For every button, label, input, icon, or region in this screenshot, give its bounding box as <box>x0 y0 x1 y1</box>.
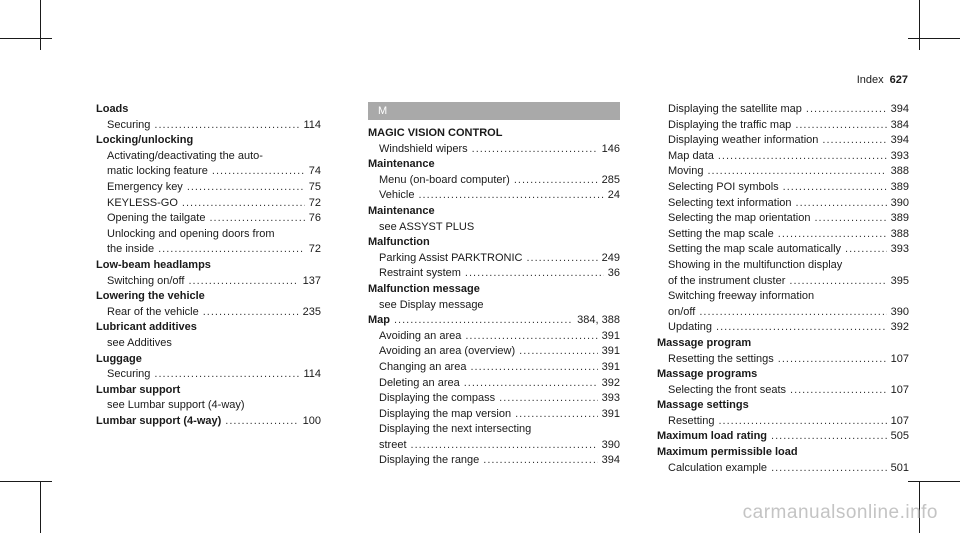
index-subentry-text: see ASSYST PLUS <box>379 220 475 233</box>
entry-label: Resetting <box>668 414 715 427</box>
index-subentry <box>368 453 620 469</box>
dot-leader <box>806 102 887 118</box>
index-subentry <box>96 274 321 290</box>
entry-label: Displaying the traffic map <box>668 118 792 131</box>
entry-label: Selecting the map orientation <box>668 212 811 225</box>
entry-label: Resetting the settings <box>668 352 774 365</box>
page-reference: 391 <box>601 345 620 358</box>
entry-label: Maximum load rating <box>657 430 768 443</box>
entry-label: Menu (on-board computer) <box>379 173 510 186</box>
page-reference: 72 <box>308 196 321 209</box>
index-subentry <box>657 196 909 212</box>
index-subentry <box>368 251 620 267</box>
page-reference: 393 <box>890 149 909 162</box>
entry-label: street <box>379 438 407 451</box>
entry-label: Deleting an area <box>379 376 460 389</box>
entry-label: Securing <box>107 118 151 131</box>
entry-label: Displaying the compass <box>379 392 496 405</box>
crop-mark <box>0 38 52 39</box>
dot-leader <box>771 461 887 477</box>
entry-label: Opening the tailgate <box>107 212 206 225</box>
index-subentry <box>96 164 321 180</box>
index-subentry <box>368 188 620 204</box>
index-subentry-text: Displaying the next intersecting <box>379 423 532 436</box>
page-reference: 24 <box>607 189 620 202</box>
index-column-2 <box>368 102 620 469</box>
page-reference: 74 <box>308 165 321 178</box>
letter-heading: M <box>368 102 620 120</box>
page-reference: 389 <box>890 180 909 193</box>
index-subentry-text: Activating/deactivating the auto- <box>107 149 263 162</box>
dot-leader <box>707 164 886 180</box>
index-heading: Maintenance <box>368 158 435 171</box>
entry-label: Emergency key <box>107 180 183 193</box>
dot-leader <box>203 305 299 321</box>
crop-mark <box>40 481 41 533</box>
page-reference: 75 <box>308 180 321 193</box>
page-reference: 390 <box>890 196 909 209</box>
entry-label: Updating <box>668 321 713 334</box>
index-subentry-text: see Display message <box>379 298 484 311</box>
dot-leader <box>822 133 886 149</box>
page-reference: 390 <box>890 305 909 318</box>
index-subentry <box>368 376 620 392</box>
dot-leader <box>718 414 886 430</box>
page-reference: 389 <box>890 212 909 225</box>
page-reference: 391 <box>601 407 620 420</box>
entry-label: Avoiding an area <box>379 329 462 342</box>
index-heading: Lumbar support <box>96 383 181 396</box>
section-label: Index <box>856 74 884 86</box>
entry-label: Displaying the satellite map <box>668 103 802 115</box>
dot-leader <box>483 453 597 469</box>
index-heading-with-page <box>368 313 620 329</box>
page-reference: 114 <box>303 118 321 131</box>
dot-leader <box>519 344 597 360</box>
entry-label: Displaying the map version <box>379 407 512 420</box>
dot-leader <box>526 251 597 267</box>
page-reference: 392 <box>601 376 620 389</box>
dot-leader <box>514 173 598 189</box>
page-reference: 36 <box>607 267 620 280</box>
dot-leader <box>790 383 887 399</box>
entry-label: Selecting POI symbols <box>668 180 779 193</box>
index-subentry <box>368 344 620 360</box>
dot-leader <box>795 118 886 134</box>
entry-label: Securing <box>107 368 151 381</box>
dot-leader <box>465 266 604 282</box>
index-heading: Luggage <box>96 352 142 365</box>
index-subentry <box>96 305 321 321</box>
index-subentry-text: Switching freeway information <box>668 290 815 303</box>
entry-label: Displaying weather information <box>668 134 819 147</box>
dot-leader <box>783 180 887 196</box>
index-subentry <box>368 173 620 189</box>
index-subentry <box>96 211 321 227</box>
dot-leader <box>699 305 886 321</box>
index-subentry <box>657 102 909 118</box>
entry-label: Rear of the vehicle <box>107 305 199 318</box>
index-subentry-text: Unlocking and opening doors from <box>107 227 275 240</box>
entry-label: Vehicle <box>379 189 415 202</box>
index-heading: Maintenance <box>368 204 435 217</box>
page-reference: 394 <box>890 103 909 115</box>
entry-label: Switching on/off <box>107 274 185 287</box>
entry-label: Changing an area <box>379 360 467 373</box>
page-reference: 388 <box>890 227 909 240</box>
crop-mark <box>40 0 41 50</box>
entry-label: Selecting the front seats <box>668 383 787 396</box>
entry-label: Lumbar support (4-way) <box>96 414 222 427</box>
index-column-3 <box>657 102 909 476</box>
dot-leader <box>778 352 887 368</box>
index-heading: Massage program <box>657 336 752 349</box>
index-heading: Lubricant additives <box>96 321 197 334</box>
entry-label: Map <box>368 314 390 327</box>
page-reference: 235 <box>302 305 321 318</box>
page-header <box>857 74 908 86</box>
page-reference: 393 <box>890 243 909 256</box>
dot-leader <box>845 242 887 258</box>
index-subentry <box>657 242 909 258</box>
page-reference: 384 <box>890 118 909 131</box>
crop-mark <box>908 481 960 482</box>
watermark-logo: carmanualsonline.info <box>742 502 938 523</box>
index-subentry <box>96 367 321 383</box>
index-subentry <box>657 352 909 368</box>
page-reference: 146 <box>601 142 620 155</box>
index-subentry <box>368 438 620 454</box>
dot-leader <box>394 313 573 329</box>
page-number: 627 <box>889 74 908 86</box>
index-subentry <box>96 118 321 134</box>
dot-leader <box>158 242 305 258</box>
index-subentry <box>657 118 909 134</box>
page-reference: 137 <box>302 274 321 287</box>
index-subentry <box>657 414 909 430</box>
dot-leader <box>225 414 298 430</box>
page-reference: 501 <box>890 461 909 474</box>
index-subentry-text: see Lumbar support (4-way) <box>107 399 245 412</box>
page-reference: 394 <box>601 454 620 467</box>
index-subentry <box>96 196 321 212</box>
entry-label: of the instrument cluster <box>668 274 786 287</box>
entry-label: Setting the map scale automatically <box>668 243 842 256</box>
index-subentry <box>657 180 909 196</box>
entry-label: KEYLESS-GO <box>107 196 178 209</box>
dot-leader <box>470 360 597 376</box>
index-subentry <box>368 360 620 376</box>
entry-label: Calculation example <box>668 461 768 474</box>
entry-label: Restraint system <box>379 267 461 280</box>
dot-leader <box>465 329 597 345</box>
index-subentry-text: Showing in the multifunction display <box>668 258 843 271</box>
page-reference: 249 <box>601 251 620 264</box>
index-subentry-text: see Additives <box>107 336 172 349</box>
dot-leader <box>418 188 603 204</box>
index-subentry <box>368 329 620 345</box>
entry-label: Map data <box>668 149 714 162</box>
page-reference: 391 <box>601 329 620 342</box>
index-heading: Low-beam headlamps <box>96 258 211 271</box>
index-subentry <box>657 133 909 149</box>
dot-leader <box>182 196 305 212</box>
entry-label: the inside <box>107 243 155 256</box>
index-subentry <box>96 242 321 258</box>
dot-leader <box>188 274 298 290</box>
index-heading: MAGIC VISION CONTROL <box>368 127 503 139</box>
index-heading: Lowering the vehicle <box>96 290 205 303</box>
page-reference: 107 <box>890 383 909 396</box>
page-reference: 394 <box>890 134 909 147</box>
entry-label: on/off <box>668 305 696 318</box>
index-subentry <box>657 320 909 336</box>
index-subentry <box>368 142 620 158</box>
page-reference: 100 <box>302 414 321 427</box>
index-subentry <box>368 407 620 423</box>
index-subentry <box>657 227 909 243</box>
entry-label: Setting the map scale <box>668 227 774 240</box>
index-subentry <box>657 461 909 477</box>
page-reference: 285 <box>601 173 620 186</box>
index-subentry <box>96 180 321 196</box>
page-reference: 114 <box>303 368 321 381</box>
dot-leader <box>212 164 305 180</box>
index-heading: Locking/unlocking <box>96 134 194 147</box>
index-subentry <box>657 149 909 165</box>
dot-leader <box>789 274 886 290</box>
index-subentry <box>657 211 909 227</box>
page-reference: 391 <box>601 360 620 373</box>
entry-label: Selecting text information <box>668 196 792 209</box>
page-reference: 390 <box>601 438 620 451</box>
entry-label: Avoiding an area (overview) <box>379 345 516 358</box>
index-column-1 <box>96 102 321 429</box>
entry-label: Parking Assist PARKTRONIC <box>379 251 523 264</box>
index-heading: Malfunction message <box>368 282 480 295</box>
dot-leader <box>814 211 886 227</box>
dot-leader <box>796 196 887 212</box>
index-subentry <box>657 383 909 399</box>
dot-leader <box>411 438 598 454</box>
dot-leader <box>154 367 299 383</box>
index-heading: Loads <box>96 103 129 115</box>
crop-mark <box>908 38 960 39</box>
index-subentry <box>657 164 909 180</box>
page-reference: 505 <box>890 430 909 443</box>
page-reference: 393 <box>601 392 620 405</box>
page-reference: 384, 388 <box>577 314 620 327</box>
entry-label: Displaying the range <box>379 454 480 467</box>
dot-leader <box>154 118 299 134</box>
index-heading: Maximum permissible load <box>657 446 798 459</box>
index-heading: Massage settings <box>657 399 749 412</box>
dot-leader <box>778 227 887 243</box>
page-reference: 107 <box>890 414 909 427</box>
index-heading: Massage programs <box>657 368 758 381</box>
dot-leader <box>187 180 305 196</box>
dot-leader <box>771 429 887 445</box>
page-reference: 107 <box>890 352 909 365</box>
index-heading-with-page <box>657 429 909 445</box>
page-reference: 76 <box>308 212 321 225</box>
dot-leader <box>464 376 598 392</box>
dot-leader <box>499 391 597 407</box>
dot-leader <box>515 407 598 423</box>
page-reference: 388 <box>890 165 909 178</box>
index-subentry <box>368 266 620 282</box>
page-reference: 392 <box>890 321 909 334</box>
dot-leader <box>472 142 598 158</box>
dot-leader <box>209 211 304 227</box>
dot-leader <box>718 149 887 165</box>
index-heading-with-page <box>96 414 321 430</box>
entry-label: matic locking feature <box>107 165 208 178</box>
index-heading: Malfunction <box>368 236 430 249</box>
index-subentry <box>657 305 909 321</box>
page-reference: 72 <box>308 243 321 256</box>
page-reference: 395 <box>890 274 909 287</box>
entry-label: Windshield wipers <box>379 142 468 155</box>
index-subentry <box>657 274 909 290</box>
dot-leader <box>716 320 887 336</box>
crop-mark <box>919 0 920 50</box>
crop-mark <box>0 481 52 482</box>
index-subentry <box>368 391 620 407</box>
entry-label: Moving <box>668 165 704 178</box>
